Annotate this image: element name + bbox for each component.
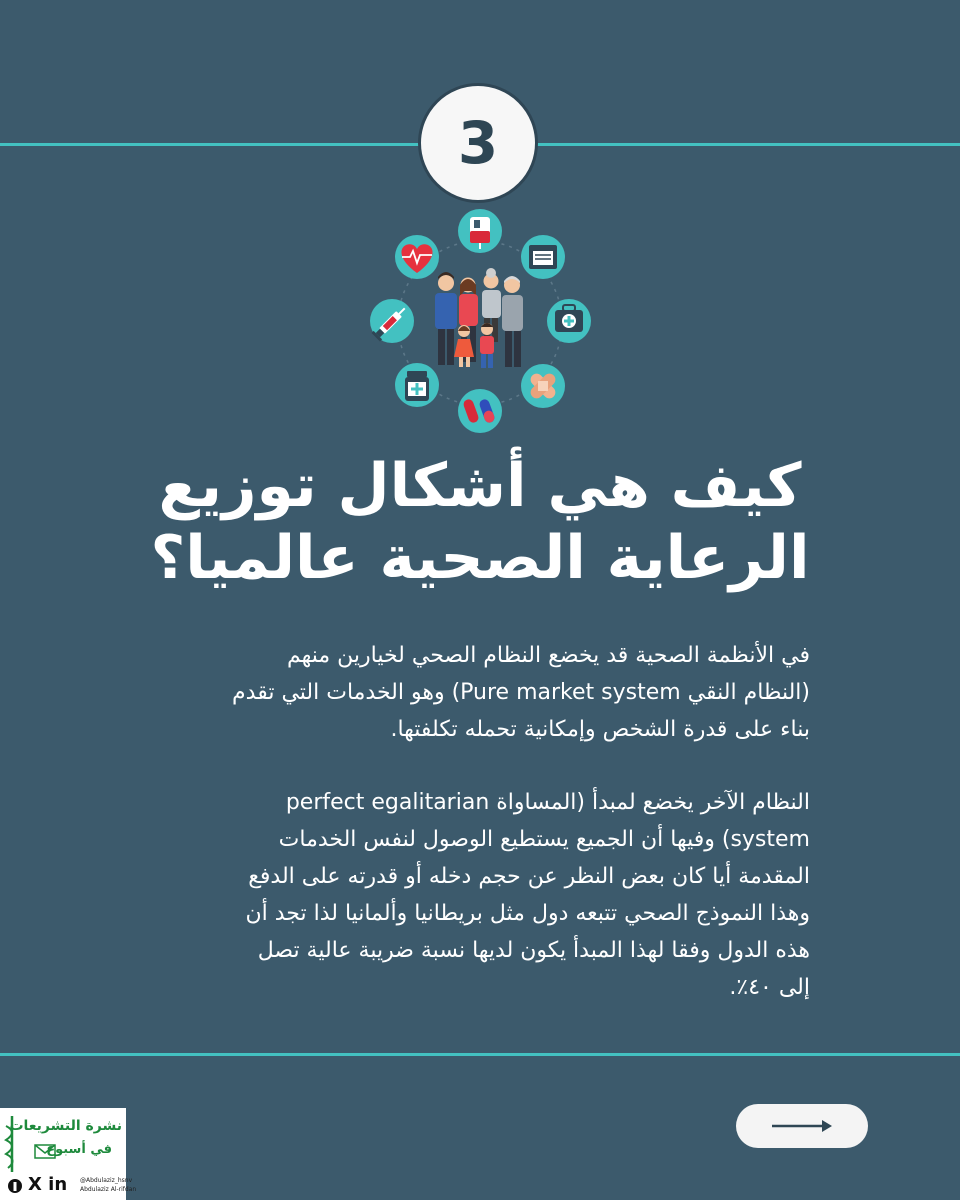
paragraph-1-line: (النظام النقي Pure market system) وهو الخدمات التي تقدم bbox=[232, 680, 810, 705]
next-button[interactable] bbox=[736, 1104, 868, 1148]
paragraph-2-line: النظام الآخر يخضع لمبدأ (المساواة perfect egalitarian bbox=[285, 790, 810, 815]
logo-subtitle: في أسبوع bbox=[46, 1142, 112, 1157]
bottom-divider bbox=[0, 1053, 960, 1056]
paragraph-1-line: بناء على قدرة الشخص وإمكانية تحمله تكلفتها. bbox=[390, 717, 810, 742]
newsletter-logo bbox=[0, 1108, 137, 1200]
logo-author: Abdulaziz Al-rifdan bbox=[80, 1186, 137, 1193]
first-aid-kit-icon bbox=[547, 299, 591, 343]
paragraph-2 bbox=[148, 784, 810, 1006]
logo-handle: @Abdulaziz_hsnv bbox=[80, 1177, 133, 1184]
family-group bbox=[435, 268, 523, 368]
logo-title: نشرة التشريعات bbox=[9, 1118, 122, 1134]
paragraph-2-line: المقدمة أيا كان بعض النظر عن حجم دخله أو قدرته على الدفع bbox=[248, 864, 810, 889]
bandage-icon bbox=[521, 364, 565, 408]
heart-rate-icon bbox=[395, 235, 439, 279]
paragraph-1-line: في الأنظمة الصحية قد يخضع النظام الصحي لخيارين منهم bbox=[286, 643, 810, 668]
title-line-2: الرعاية الصحية عالميا؟ bbox=[150, 523, 810, 593]
page-title bbox=[120, 450, 840, 594]
monitor-box-icon bbox=[521, 235, 565, 279]
paragraph-2-line: هذه الدول وفقا لهذا المبدأ يكون لديها نسبة ضريبة عالية تصل bbox=[257, 938, 810, 963]
paragraph-2-line: إلى ٤٠٪. bbox=[729, 975, 810, 1000]
step-number: 3 bbox=[457, 109, 499, 177]
link-icon bbox=[6, 1176, 24, 1196]
blood-bag-icon bbox=[458, 209, 502, 253]
arrow-right-icon bbox=[770, 1118, 834, 1134]
pill-capsule-icon bbox=[458, 389, 502, 433]
syringe-icon bbox=[370, 299, 414, 343]
paragraph-2-line: وهذا النموذج الصحي تتبعه دول مثل بريطانيا وألمانيا لذا تجد أن bbox=[245, 901, 810, 926]
title-line-1: كيف هي أشكال توزيع bbox=[158, 451, 802, 521]
step-number-badge bbox=[418, 83, 538, 203]
medicine-bottle-icon bbox=[395, 363, 439, 407]
social-icons: X in bbox=[28, 1174, 68, 1195]
healthcare-illustration bbox=[360, 205, 600, 445]
paragraph-2-line: system) وفيها أن الجميع يستطيع الوصول لنفس الخدمات bbox=[278, 827, 810, 852]
paragraph-1 bbox=[148, 637, 810, 748]
